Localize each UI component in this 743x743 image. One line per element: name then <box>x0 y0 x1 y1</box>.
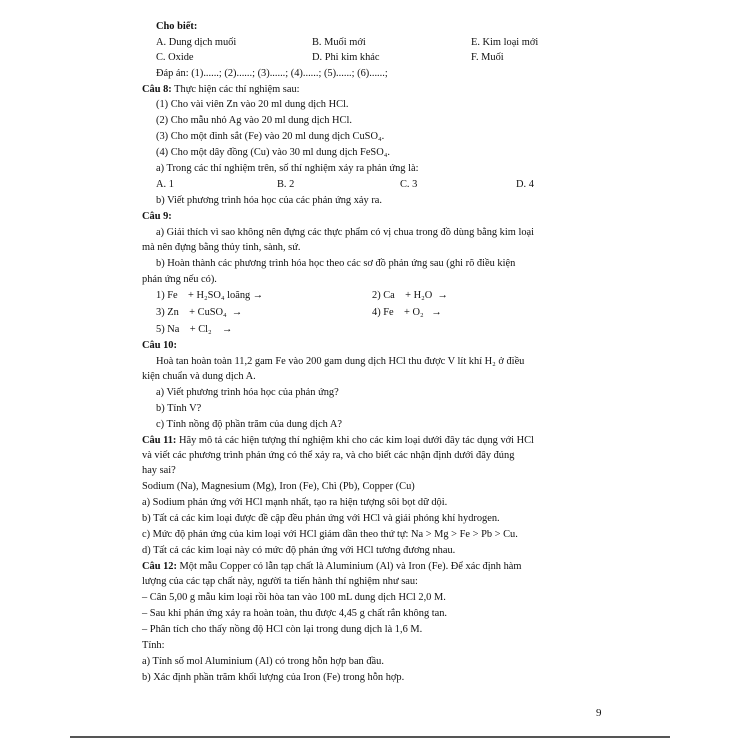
option-d: D. Phi kim khác <box>312 52 380 63</box>
cau9-eq-3: 3) Zn + CuSO₄ → <box>156 307 243 318</box>
dap-an-line: Đáp án: (1)......; (2)......; (3)......; (4)......; (5)......; (6)......; <box>156 68 388 79</box>
cau9-b-line2: phản ứng nếu có). <box>142 274 217 285</box>
cau11-line4: Sodium (Na), Magnesium (Mg), Iron (Fe), Chì (Pb), Copper (Cu) <box>142 481 415 492</box>
cau8-item-3: (3) Cho một đinh sắt (Fe) vào 20 ml dung dịch CuSO₄. <box>156 131 385 142</box>
option-b: B. Muối mới <box>312 37 366 48</box>
cau8-heading <box>142 85 300 95</box>
cau9-b-line1: b) Hoàn thành các phương trình hóa học theo các sơ đồ phản ứng sau (ghi rõ điều kiện <box>156 258 516 269</box>
cau8-item-2: (2) Cho mẫu nhỏ Ag vào 20 ml dung dịch HCl. <box>156 115 352 126</box>
cau9-eq-2: 2) Ca + H₂O → <box>372 290 448 301</box>
cau8-option-b: B. 2 <box>277 179 295 190</box>
cau8-item-4: (4) Cho một dây đồng (Cu) vào 30 ml dung dịch FeSO₄. <box>156 147 390 158</box>
cau10-question-a: a) Viết phương trình hóa học của phản ứng? <box>156 387 339 398</box>
page-number: 9 <box>596 707 602 719</box>
option-e: E. Kim loại mới <box>471 37 539 48</box>
cau10-question-c: c) Tính nồng độ phần trăm của dung dịch A? <box>156 419 342 430</box>
page-bottom-rule <box>70 736 670 738</box>
cau8-item-1: (1) Cho vài viên Zn vào 20 ml dung dịch HCl. <box>156 99 349 110</box>
cau8-option-a: A. 1 <box>156 179 174 190</box>
cau12-title: Câu 12: <box>142 561 177 572</box>
cau11-statement-c: c) Mức độ phản ứng của kim loại với HCl giảm dần theo thứ tự: Na > Mg > Fe > Pb > Cu. <box>142 529 518 540</box>
cau12-step-2: – Sau khi phản ứng xảy ra hoàn toàn, thu được 4,45 g chất rắn không tan. <box>142 608 448 619</box>
cau8-intro: Thực hiện các thí nghiệm sau: <box>174 84 300 95</box>
cau12-line1 <box>142 562 521 572</box>
cau9-eq-4: 4) Fe + O₂ → <box>372 307 442 318</box>
cau8-title: Câu 8: <box>142 84 172 95</box>
cau11-text1: Hãy mô tả các hiện tượng thí nghiệm khi cho các kim loại dưới đây tác dụng với HCl <box>178 435 534 446</box>
cau11-title: Câu 11: <box>142 435 177 446</box>
cau8-option-c: C. 3 <box>400 179 418 190</box>
cau11-line2: và viết các phương trình phản ứng có thể xảy ra, và cho biết các nhận định dưới đây đúng <box>142 450 515 461</box>
cau11-line1 <box>142 436 534 446</box>
option-c: C. Oxide <box>156 52 194 63</box>
cau12-question-a: a) Tính số mol Aluminium (Al) có trong hỗn hợp ban đầu. <box>142 656 384 667</box>
cau11-statement-b: b) Tất cả các kim loại được đề cập đều phản ứng với HCl và giải phóng khí hydrogen. <box>142 513 500 524</box>
cau12-line2: lượng của các tạp chất này, người ta tiến hành thí nghiệm như sau: <box>142 576 418 587</box>
cau9-eq-1: 1) Fe + H₂SO₄ loãng → <box>156 290 264 301</box>
cau11-statement-d: d) Tất cả các kim loại này có mức độ phản ứng với HCl tương đương nhau. <box>142 545 456 556</box>
cau10-title: Câu 10: <box>142 340 177 351</box>
cau10-line1: Hoà tan hoàn toàn 11,2 gam Fe vào 200 gam dung dịch HCl thu được V lít khí H₂ ở điều <box>156 356 525 367</box>
option-a: A. Dung dịch muối <box>156 37 237 48</box>
cau8-question-b: b) Viết phương trình hóa học của các phản ứng xảy ra. <box>156 195 382 206</box>
cau9-title: Câu 9: <box>142 211 172 222</box>
cau11-line3: hay sai? <box>142 465 176 476</box>
cau12-text1: Một mẫu Copper có lẫn tạp chất là Aluminium (Al) và Iron (Fe). Để xác định hàm <box>179 561 522 572</box>
cau11-statement-a: a) Sodium phản ứng với HCl mạnh nhất, tạo ra hiện tượng sôi bọt dữ dội. <box>142 497 448 508</box>
cau10-question-b: b) Tính V? <box>156 403 202 414</box>
cau8-option-d: D. 4 <box>516 179 534 190</box>
cau9-a-line2: mà nên đựng bằng thủy tinh, sành, sứ. <box>142 242 301 253</box>
cau12-tinh: Tính: <box>142 640 165 651</box>
cau9-a-line1: a) Giải thích vì sao không nên đựng các thực phẩm có vị chua trong đồ dùng bằng kim loại <box>156 227 535 238</box>
cau10-line2: kiện chuẩn và dung dịch A. <box>142 371 256 382</box>
cau12-step-1: – Cân 5,00 g mẫu kim loại rồi hòa tan vào 100 mL dung dịch HCl 2,0 M. <box>142 592 446 603</box>
cau9-eq-5: 5) Na + Cl₂ → <box>156 324 233 335</box>
cho-biet-title: Cho biết: <box>156 21 198 32</box>
cau8-question-a: a) Trong các thí nghiệm trên, số thí nghiệm xảy ra phản ứng là: <box>156 163 419 174</box>
cau12-step-3: – Phân tích cho thấy nồng độ HCl còn lại trong dung dịch là 1,6 M. <box>142 624 423 635</box>
option-f: F. Muối <box>471 52 504 63</box>
cau12-question-b: b) Xác định phần trăm khối lượng của Iron (Fe) trong hỗn hợp. <box>142 672 405 683</box>
